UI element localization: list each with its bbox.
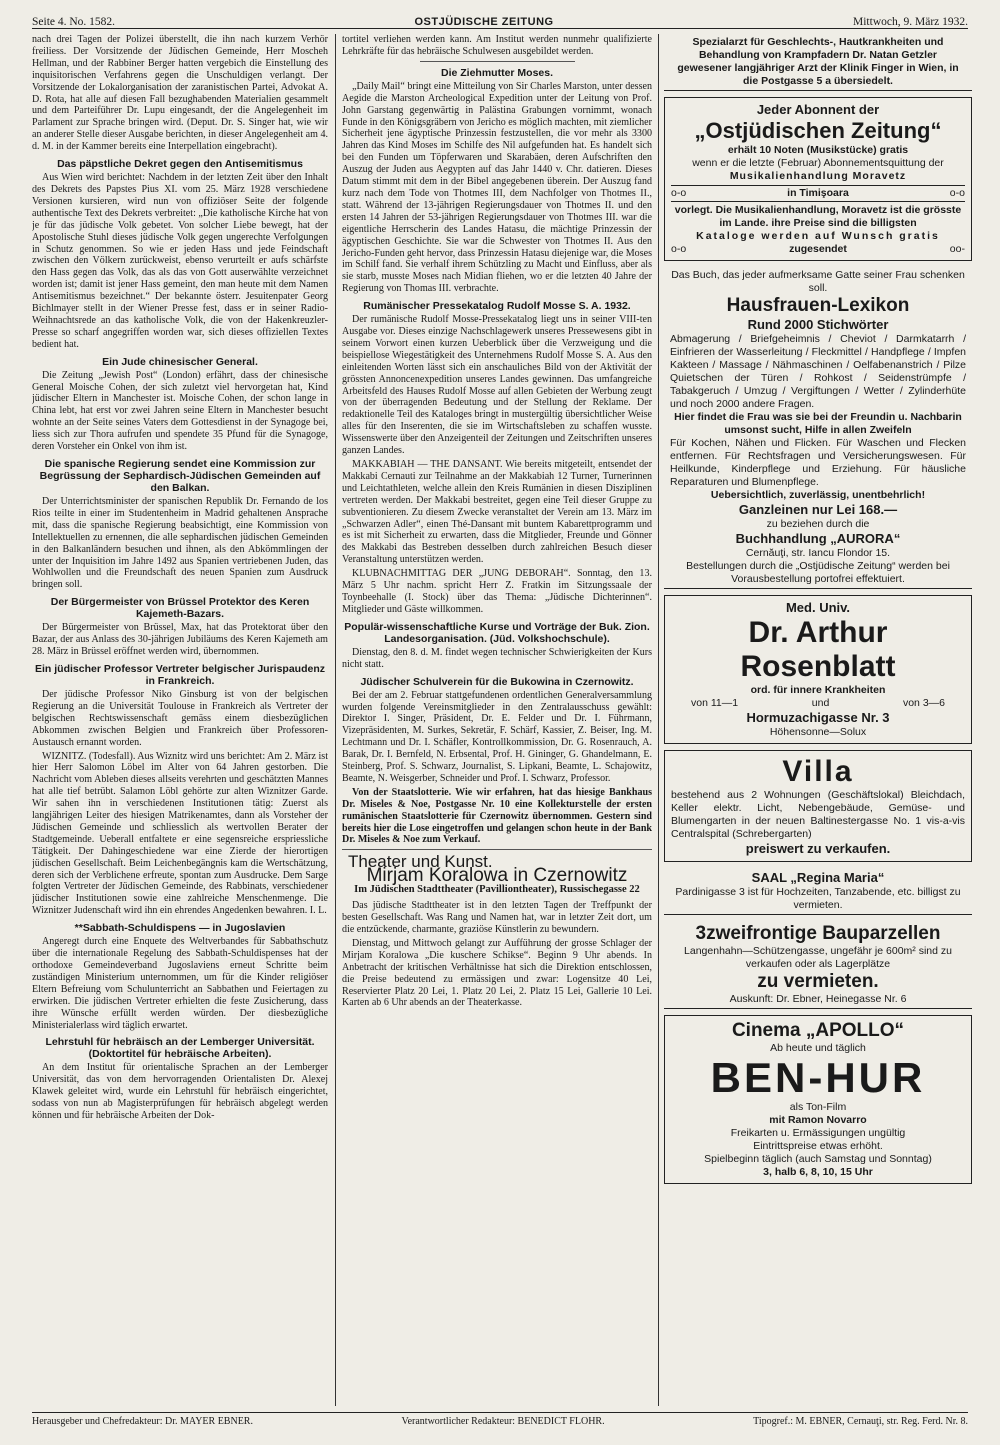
ad-line: „Ostjüdischen Zeitung“ xyxy=(694,118,942,143)
footer-printer: Tipogref.: M. EBNER, Cernauţi, str. Reg. Ferd. Nr. 8. xyxy=(753,1416,968,1427)
article-heading: Jüdischer Schulverein für die Bukowina in Czernowitz. xyxy=(360,675,634,688)
article-paragraph: MAKKABIAH — THE DANSANT. Wie bereits mitgeteilt, entsendet der Makkabi Cernauti zur Teilnahme an der Makkabiah 12 Turner, Turnerinnen und Leichtathleten, welche allein den Kreis Rumänien in diesen Disziplinen vertreten werden. Der Makkabi bestreitet, gegen eine Teil dieser Gruppe zu subventionieren. Zu diesem Zwecke veranstaltet der Verein am 13. März im „Schwarzen Adler“, einen Thé-Dansant mit buntem Kabarettprogramm und es ist mit Sicherheit zu erwarten, dass die Mitglieder, Freunde und Gönner des Makkabi das Bestreben desselben durch zahlreichen Besuch dieser Veranstaltung unterstützen werden. xyxy=(342,459,652,566)
ad-line: Musikalienhandlung Moravetz xyxy=(729,170,907,182)
ad-line: vorlegt. Die Musikalienhandlung, Moravetz ist die grösste im Lande. ihre Preise sind die billigsten xyxy=(674,204,962,229)
footer-publisher: Herausgeber und Chefredakteur: Dr. MAYER EBNER. xyxy=(32,1416,253,1427)
ad-title: Dr. Arthur Rosenblatt xyxy=(740,616,896,683)
ad-line: Ab heute und täglich xyxy=(770,1042,866,1054)
ad-line: Kataloge werden auf Wunsch gratis xyxy=(696,230,940,242)
ad-line: mit Ramon Novarro xyxy=(769,1114,867,1126)
article-paragraph: Der Bürgermeister von Brüssel, Max, hat das Protektorat über den Bazar, der aus Anlass des 30-jährigen Jubiläums des Keren Kajemeth am 28. März in Brüssel eröffnet werden wird, übernommen. xyxy=(32,622,328,658)
ad-line: Med. Univ. xyxy=(785,600,851,615)
theater-subheadline: Im Jüdischen Stadttheater (Pavilliontheater), Russischegasse 22 xyxy=(354,884,640,896)
issue-date: Mittwoch, 9. März 1932. xyxy=(853,16,968,28)
article-paragraph: „Daily Mail“ bringt eine Mitteilung von Sir Charles Marston, unter dessen Aegide die Marston Archeological Expedition unter der Leitung von Prof. John Garstang gegenwärtig in Palästina Grabungen vornimmt, wonach Funde in den Königsgräbern von Jericho es möglich machten, mit ziemlicher Sicherheit jene ägyptische Prinzessin festzustellen, die vor mehr als 3300 Jahren das Kind Moses im Schilfe des Nil aufgefunden hat. Es handelt sich bei den Funden um Töpferwaren und Skarabäen, deren Aufschriften den Auszug der Juden aus Aegypten auf das Jahr 1440 v. Chr. datieren. Dieses Datum stimmt mit dem in der Bibel angegebenen überein. Der Auszug fand kurz nach dem Tode von Thotmes III, dem Nachfolger von Thotmes II., statt. Während der 13-jährigen Regierungsdauer von Thotmes II. und den ersten 14 Jahren der 53-jährigen Regierungsdauer von Thotmes III. war die eigentliche Herrscherin des Landes Hatasu, die mächtige Prinzessin der ägyptischen Geschichte. Sie war die Schwester von Thotmes II. Aus den Jericho-Funden geht hervor, dass Prinzessin Hatasu diejenige war, die Moses im Schilf fand. Sie verhalf ihrem Schützling zu Macht und Einfluss, aber als sie starb, musste Moses nach Midian fliehen, wo er die letzten 40 Jahre der Regierung von Thomas III. verbrachte. xyxy=(342,80,652,295)
ad-ornament: o-o xyxy=(671,187,687,199)
page-number: Seite 4. No. 1582. xyxy=(32,16,116,28)
ad-movie-title: BEN-HUR xyxy=(710,1054,926,1101)
ad-dr-rosenblatt xyxy=(664,595,972,744)
page-footer xyxy=(32,1412,968,1432)
ad-title: SAAL „Regina Maria“ xyxy=(751,870,885,885)
section-title: Theater und Kunst. xyxy=(348,852,493,872)
ad-cinema-apollo xyxy=(664,1015,972,1184)
theater-headline: Mirjam Koralowa in Czernowitz xyxy=(366,865,628,887)
ad-hours: von 11—1 xyxy=(691,697,739,709)
ad-ornament: o-o xyxy=(949,187,965,199)
ad-line: Auskunft: Dr. Ebner, Heinegasse Nr. 6 xyxy=(729,993,907,1005)
ad-line: Bestellungen durch die „Ostjüdische Zeitung“ werden bei Vorausbestellung portofrei effektuiert. xyxy=(686,560,950,585)
ad-line: Hier findet die Frau was sie bei der Freundin u. Nachbarin umsonst sucht, Hilfe in allen Zweifeln xyxy=(674,411,962,436)
article-paragraph: nach drei Tagen der Polizei überstellt, die ihn nach kurzem Verhör freiliess. Der Vorsitzende der Jüdischen Gemeinde, Herr Moscheh Hellman, und der Rabbiner Berger hatten vergebich die Einstellung des inquisitorischen Verfahrens gegen die Unschuldigen verlangt. Der Vorsitzende der Lokalorganisation der zaranistischen Partei, Advokat A. D. Rota, hat alle auf diesen Fall bezughabenden Materialien gesammelt und dem Parteiführer Dr. Lupu eingesandt, der die Angelegenheit im Parlament zur Sprache bringen wird. (Deput. Dr. S. Singer hat, wie wir an anderer Stelle dieser Ausgabe berichten, in dieser Angelegenheit am 4. d. M. in der Kammer bereits eine Interpellation eingebracht). xyxy=(32,34,328,153)
ad-line: Das Buch, das jeder aufmerksame Gatte seiner Frau schenken soll. xyxy=(671,269,965,294)
ad-line: Eintrittspreise etwas erhöht. xyxy=(753,1140,883,1152)
column-1 xyxy=(32,34,328,1406)
ad-line: erhält 10 Noten (Musikstücke) gratis xyxy=(727,144,909,156)
ad-line xyxy=(671,243,965,256)
column-rule-2 xyxy=(658,34,659,1406)
divider xyxy=(342,849,652,850)
ad-line: Uebersichtlich, zuverlässig, unentbehrlich! xyxy=(710,489,926,501)
article-heading: Die spanische Regierung sendet eine Kommission zur Begrüssung der Sephardisch-Jüdischen Gemeinden auf den Balkan. xyxy=(39,458,321,494)
ad-ornament: oo- xyxy=(949,243,965,255)
ad-line: wenn er die letzte (Februar) Abonnementsquittung der xyxy=(692,157,944,169)
article-heading: Das päpstliche Dekret gegen den Antisemitismus xyxy=(57,158,303,171)
article-heading: Ein Jude chinesischer General. xyxy=(102,355,258,368)
ad-title: Villa xyxy=(782,755,854,788)
column-2 xyxy=(342,34,652,1406)
page-header xyxy=(32,6,968,29)
divider xyxy=(420,61,575,62)
ad-shop: Buchhandlung „AURORA“ xyxy=(735,531,901,546)
article-paragraph: Der rumänische Rudolf Mosse-Pressekatalog liegt uns in seiner VIII-ten Ausgabe vor. Dieses einzige Nachschlagewerk unseres Pressewesens gibt in seinem Vorwort einen kurzen Ueberblick über die Verzweigung und die beispiellose Wiegestätigkeit des Unternehmens Rudolf Mosse S. A. Aus den einleitenden Worten lässt sich ein anschauliches Bild von der Aktivität der grössten Annoncenexpedition unseres Landes gewinnen. Das umfangreiche Arbeitsfeld des Hauses Rudolf Mosse auf allen Gebieten der Werbung zeugt von der überragenden Bedeutung und der Stellung der Reklame. Der redaktionelle Teil des Kataloges bringt in mustergültig übersichtlicher Weise alles für den Inserenten, die sie im Wirtschaftsleben zu schaffen wusste. Wissenswerte über den Anzeigenteil der Zeitungen und Zeitschriften unseres ganzen Landes. xyxy=(342,314,652,457)
article-paragraph: tortitel verliehen werden kann. Am Institut werden nunmehr qualifizierte Lehrkräfte für das hebräische Schulwesen ausgebildet werden. xyxy=(342,34,652,57)
ad-line xyxy=(671,697,965,710)
article-heading: Lehrstuhl für hebräisch an der Lemberger Universität. (Doktortitel für hebräische Arbeiten). xyxy=(45,1036,315,1061)
article-paragraph: Von der Staatslotterie. Wie wir erfahren, hat das hiesige Bankhaus Dr. Miseles & Noe, Postgasse Nr. 10 eine Kollekturstelle der ersten rumänischen Staatslotterie für Czernowitz übernommen. Gestern sind bereits hier die Lose eingetroffen und gelangen schon heute in der Bank Dr. Miseles & Noe zum Verkauf. xyxy=(342,786,652,846)
ad-bauparzellen xyxy=(664,921,972,1009)
ad-price: Ganzleinen nur Lei 168.— xyxy=(738,502,898,517)
article-heading: Die Ziehmutter Moses. xyxy=(440,66,554,79)
ad-line: Cernăuţi, str. Iancu Flondor 15. xyxy=(745,547,891,559)
ad-line: Abmagerung / Briefgeheimnis / Cheviot / Darmkatarrh / Einfrieren der Wasserleitung / Fleckmittel / Handpflege / Impfen Kakteen / Massage / Nähmaschinen / Oelfabenanstrich / Pilze Quietschen der Türen / Rohkost / Seidenstrümpfe / Tabakgeruch / Umzug / Vergiftungen / Wetter / Zylinderhüte und noch 2000 andere Fragen. xyxy=(670,333,966,410)
ad-address: Hormuzachigasse Nr. 3 xyxy=(746,710,890,725)
ad-line: Freikarten u. Ermässigungen ungültig xyxy=(730,1127,906,1139)
ad-line: ord. für innere Krankheiten xyxy=(750,684,886,696)
ad-line: Spezialarzt für Geschlechts-, Hautkrankheiten und Behandlung von Krampfadern Dr. Natan Getzler xyxy=(692,36,944,61)
article-heading: **Sabbath-Schuldispens — in Jugoslavien xyxy=(74,922,286,935)
article-heading: Populär-wissenschaftliche Kurse und Vorträge der Buk. Zion. Landesorganisation. (Jüd. Volkshochschule). xyxy=(344,620,650,645)
article-paragraph: Angeregt durch eine Enquete des Weltverbandes für Sabbathschutz über die internationale Regelung des Sabbath-Schuldispenses hat der orthodoxe Gemeindeverband Jugoslaviens erneut Schritte beim zuständigen Ministerium unternommen, um für die Kinder religiöser Eltern Befreiung vom Schulunterricht an Sabbathen und Feiertagen zu erwirken. Die jüdischen Vertreter erhielten die feste Zusicherung, dass ihre Wünsche erfüllt werden würden. Der diesbezügliche Ministerialerlass wird täglich erwartet. xyxy=(32,936,328,1031)
ad-musikalien-moravetz xyxy=(664,97,972,261)
ad-city: in Timişoara xyxy=(787,187,849,199)
article-paragraph: WIZNITZ. (Todesfall). Aus Wiznitz wird uns berichtet: Am 2. März ist hier Herr Salomon Löbel im Alter von 64 Jahren gestorben. Die Nachricht vom Ableben dieses allseits verehrten und geschätzten Mannes hat alle tief betrübt. Salamon Löbl gehörte zur alten Wiznitzer Garde. Wir sahen ihn in verschiedenen Institutionen tätig: Zuerst als langjährigen Leiter des hiesigen Matrikenamtes, dann als Vorsteher der Jüdischen Gemeinde und schliesslich als wertvollen Berater der Stadtgemeinde. Ueberall entfaltete er eine segensreiche erspriessliche Tätigkeit. Der Dahingeschiedene war eine Zierde der hierortigen jüdischen Gesellschaft. Beim Leichenbegängnis kam die Wertschätzung, deren sich der Verblichene erfreute, spontan zum Ausdrucke. Dem Sarge folgten Vertreter der Jüdischen Gemeinde, des Rabbinats, verschiedener jüdischer Institutionen sowie eine zahlreiche Menschenmenge. Die Wiznitzer Judenschaft wird ihn ein ehrendes Angedenken bewahren. I. L. xyxy=(32,750,328,917)
ad-title: Hausfrauen-Lexikon xyxy=(726,295,910,316)
ad-line: zu beziehen durch die xyxy=(766,518,870,530)
ad-dr-getzler xyxy=(664,34,972,91)
ad-line: Rund 2000 Stichwörter xyxy=(747,317,889,332)
column-3-advertisements xyxy=(664,34,972,1406)
ad-line: gewesener langjähriger Arzt der Klinik Finger in Wien, in die Postgasse 5 a übersiedelt. xyxy=(677,62,959,87)
ad-line xyxy=(671,185,965,202)
article-paragraph: Aus Wien wird berichtet: Nachdem in der letzten Zeit über den Inhalt des Dekrets des Papstes Pius XI. vom 25. März 1928 verschiedene Versionen kursieren, wird nun von offiziöser Seite der folgende authentische Text des Dekrets verbreitet: „Die katholische Kirche hat von je für das jüdische Volk gebetet. Von solcher Liebe bewegt, hat der Apostolische Stuhl dieses jüdische Volk gegen ungerechte Verfolgungen in Schutz genommen. So wie er jeden Hass und jede Feindschaft zwischen den Völkern zurückweist, ebenso verurteilt er aufs schärfste den Hass gegen das Volk, das als das von Gott auserwählte verzeichnet worden ist; damit ist jener Hass gemeint, den man heute mit dem Namen Antisemitismus bezeichnet.“ Der bekannte österr. Jesuitenpater Georg Bichlmayer stellt in der Wiener Presse fest, dass er in seiner Radio-Weihnachtsrede an das katholische Volk, die von der Hakenkreuzler-Presse so scharf angegriffen worden war, sich dieses offiziellen Textes bedient hat. xyxy=(32,172,328,350)
article-paragraph: Bei der am 2. Februar stattgefundenen ordentlichen Generalversammlung wurden folgende Vereinsmitglieder in den Zentralausschuss gewählt: Direktor I. Singer, Präsident, Dr. E. Felder und Dr. I. Führmann, Vizepräsidenten, M. Surkes, Sekretär, F. Schärf, Kassier, Z. Beiser, Ing. M. Lechtmann und Dr. I. Schäfler, Kontrollkommission, Dr. G. Rosenrauch, A. Barak, Dr. I. Bernfeld, N. Erbsental, Prof. H. Gininger, G. Ghandelmann, E. Steinberg, Prof. S. Schwarz, Journalist, S. Lipkani, Beamte, L. Schajowitz, Beamte, N. Weisgerber, Schneider und Prof. I. Schwarz, Professor. xyxy=(342,689,652,784)
article-heading: Ein jüdischer Professor Vertreter belgischer Jurispaudenz in Frankreich. xyxy=(34,662,326,687)
newspaper-title: OSTJÜDISCHE ZEITUNG xyxy=(414,16,554,28)
article-paragraph: Der jüdische Professor Niko Ginsburg ist von der belgischen Regierung an die Universität Toulouse in Frankreich als Vertreter der belgischen Rechtswissenschaft gemäss einem diesbezüglichen Abkommen zwischen Belgien und Frankreich über Professoren-Austausch ernannt worden. xyxy=(32,688,328,748)
article-heading: Der Bürgermeister von Brüssel Protektor des Keren Kajemeth-Bazars. xyxy=(50,596,310,621)
ad-line: als Ton-Film xyxy=(789,1101,847,1113)
ad-line: Höhensonne—Solux xyxy=(769,726,867,738)
ad-line: Spielbeginn täglich (auch Samstag und Sonntag) xyxy=(704,1153,932,1165)
article-paragraph: KLUBNACHMITTAG DER „JUNG DEBORAH“. Sonntag, den 13. März 5 Uhr nachm. spricht Herr Z. Fratkin im Sitzungssaale der Toynbeehalle (I. Stock) über das Thema: „Jüdische Dichterinnen“. Mitglieder und Gäste willkommen. xyxy=(342,568,652,615)
column-rule-1 xyxy=(335,34,336,1406)
ad-title: 3zweifrontige Bauparzellen xyxy=(695,923,941,944)
article-paragraph: Der Unterrichtsminister der spanischen Republik Dr. Fernando de los Rios teilte in einer im Studentenheim in Madrid gehaltenen Ansprache mit, dass die spanische Regierung beabsichtigt, eine Kommission von Intellektuellen zu ernennen, die alle sephardischen jüdischen Gemeinden in den Balkanländern besuchen und ihnen, als den Abkömmlingen der unter der Inquisition im Jahre 1492 aus Spanien vertriebenen Juden, das Wohlwollen und die Freundschaft des neuen Spanien zum Ausdruck bringen soll. xyxy=(32,496,328,591)
article-paragraph: Dienstag, und Mittwoch gelangt zur Aufführung der grosse Schlager der Mirjam Koralowa „Die kuschere Schikse“. Beginn 9 Uhr abends. In Anbetracht der kritischen Verhältnisse hat sich die Direktion entschlossen, die Preise bedeutend zu ermässigen und zwar: Logensitze 40 Lei, Reservierter Platz 20 Lei, 1. Platz 20 Lei, 2. Platz 15 Lei, Gallerie 10 Lei. Karten ab 6 Uhr abends an der Theaterkasse. xyxy=(342,937,652,1009)
ad-line: Langenhahn—Schützengasse, ungefähr je 600m² sind zu verkaufen oder als Lagerplätze xyxy=(684,945,952,970)
article-heading: Rumänischer Pressekatalog Rudolf Mosse S. A. 1932. xyxy=(363,300,631,313)
ad-line: 3, halb 6, 8, 10, 15 Uhr xyxy=(763,1166,873,1178)
ad-hours: von 3—6 xyxy=(902,697,945,709)
ad-hours: und xyxy=(811,697,830,709)
article-paragraph: Die Zeitung „Jewish Post“ (London) erfährt, dass der chinesische General Moische Cohen, der sich zuletzt viel hervorgetan hat, Kind jüdischer Eltern in Manchester ist. Moische Cohen, der schon lange in China lebt, hat erst vor zwei Jahren seine Eltern in Manchester besucht wohnte an der Seite seines Vaters dem Gottesdienst in der Synagoge bei, liess sich zur Thora aufrufen und spendete 35 Pfund für die Synagoge, deren Vorsteher ein Onkel von ihm ist. xyxy=(32,369,328,453)
ad-ornament: o-o xyxy=(671,243,687,255)
ad-line: preiswert zu verkaufen. xyxy=(745,841,891,856)
article-paragraph: Das jüdische Stadttheater ist in den letzten Tagen der Treffpunkt der besten Gesellschaft. Was Rang und Namen hat, war in letzter Zeit dort, um die entzückende, charmante, graziöse Künstlerin zu bewundern. xyxy=(342,900,652,935)
ad-title: Cinema „APOLLO“ xyxy=(731,1020,905,1041)
ad-line: Jeder Abonnent der xyxy=(756,102,880,117)
ad-line: zu vermieten. xyxy=(757,971,879,992)
ad-villa xyxy=(664,750,972,862)
ad-text: zugesendet xyxy=(789,243,847,255)
article-paragraph: An dem Institut für orientalische Sprachen an der Lemberger Universität, das von dem hervorragenden Orientalisten Dr. Alexej Klawek geleitet wird, wurde ein Lehrstuhl für hebräisch eingerichtet, sodass von nun ab Magisterprüfungen für hebräisch abgelegt werden können und für hebräische Arbeiten der Dok- xyxy=(32,1062,328,1122)
ad-line: bestehend aus 2 Wohnungen (Geschäftslokal) Bleichdach, Keller elektr. Licht, Nebengebäude, Gemüse- und Blumengarten in der neuen Baltinestergasse No. 1 vis-a-vis Centralspital (Schrebergarten) xyxy=(671,789,965,840)
ad-saal-regina-maria xyxy=(664,868,972,915)
ad-line: Für Kochen, Nähen und Flicken. Für Waschen und Flecken entfernen. Für Rechtsfragen und Versicherungswesen. Für Heilkunde, Kinderpflege und Erziehung. Für häusliche Reparaturen und Blumenpflege. xyxy=(670,437,966,488)
article-paragraph: Dienstag, den 8. d. M. findet wegen technischer Schwierigkeiten der Kurs nicht statt. xyxy=(342,646,652,670)
footer-editor: Verantwortlicher Redakteur: BENEDICT FLOHR. xyxy=(401,1416,605,1427)
ad-line: Pardinigasse 3 ist für Hochzeiten, Tanzabende, etc. billigst zu vermieten. xyxy=(675,886,961,911)
ad-hausfrauen-lexikon xyxy=(664,267,972,589)
